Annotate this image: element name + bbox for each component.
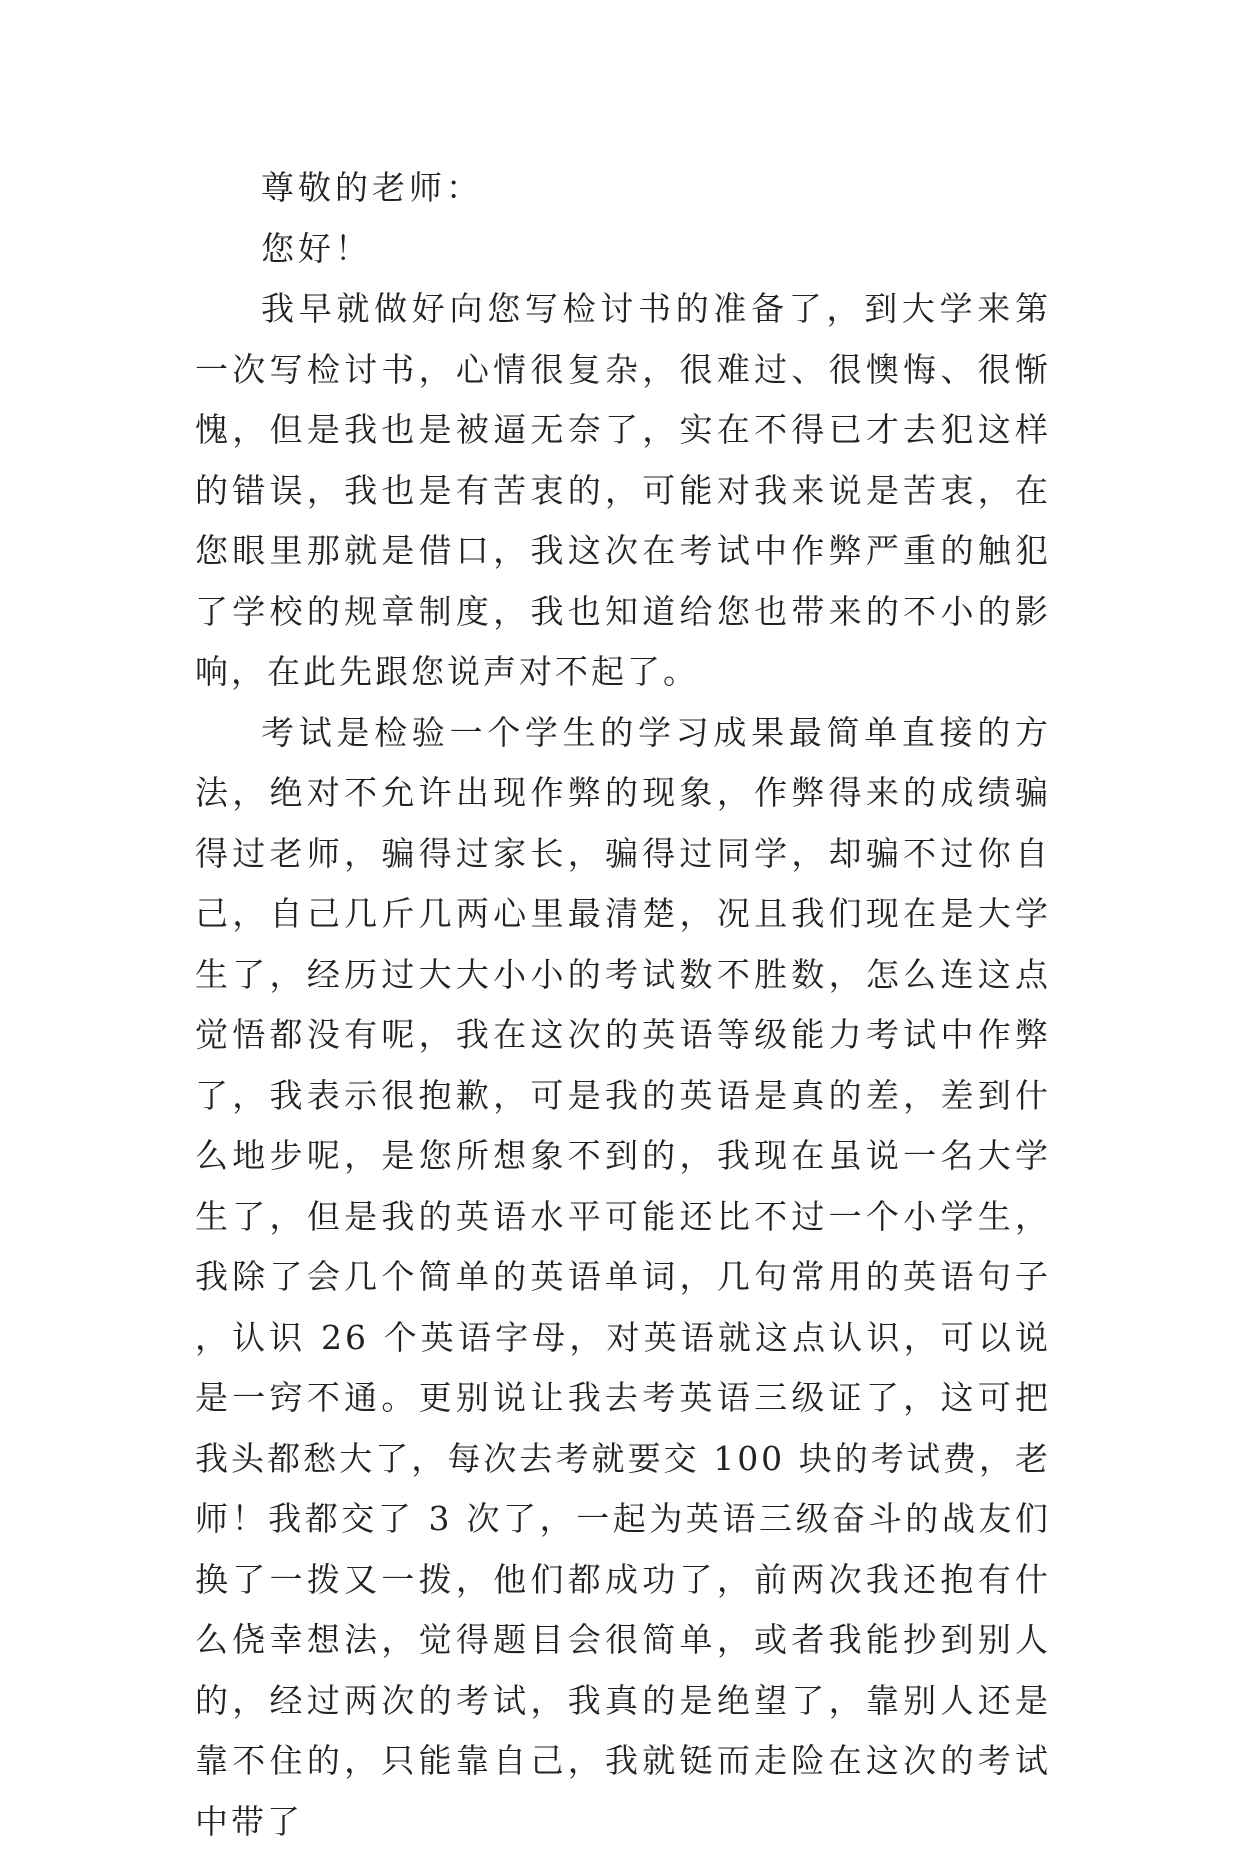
greeting: 您好！ <box>195 219 1051 280</box>
letter-body <box>195 158 1051 1852</box>
paragraph-1: 我早就做好向您写检讨书的准备了，到大学来第一次写检讨书，心情很复杂，很难过、很懊悔、很惭愧，但是我也是被逼无奈了，实在不得已才去犯这样的错误，我也是有苦衷的，可能对我来说是苦衷，在您眼里那就是借口，我这次在考试中作弊严重的触犯了学校的规章制度，我也知道给您也带来的不小的影响，在此先跟您说声对不起了。 <box>195 279 1051 703</box>
salutation: 尊敬的老师： <box>195 158 1051 219</box>
paragraph-2: 考试是检验一个学生的学习成果最简单直接的方法，绝对不允许出现作弊的现象，作弊得来的成绩骗得过老师，骗得过家长，骗得过同学，却骗不过你自己，自己几斤几两心里最清楚，况且我们现在是大学生了，经历过大大小小的考试数不胜数，怎么连这点觉悟都没有呢，我在这次的英语等级能力考试中作弊了，我表示很抱歉，可是我的英语是真的差，差到什么地步呢，是您所想象不到的，我现在虽说一名大学生了，但是我的英语水平可能还比不过一个小学生，我除了会几个简单的英语单词，几句常用的英语句子，认识 26 个英语字母，对英语就这点认识，可以说是一窍不通。更别说让我去考英语三级证了，这可把我头都愁大了，每次去考就要交 100 块的考试费，老师！我都交了 3 次了，一起为英语三级奋斗的战友们换了一拨又一拨，他们都成功了，前两次我还抱有什么侥幸想法，觉得题目会很简单，或者我能抄到别人的，经过两次的考试，我真的是绝望了，靠别人还是靠不住的，只能靠自己，我就铤而走险在这次的考试中带了 <box>195 703 1051 1852</box>
